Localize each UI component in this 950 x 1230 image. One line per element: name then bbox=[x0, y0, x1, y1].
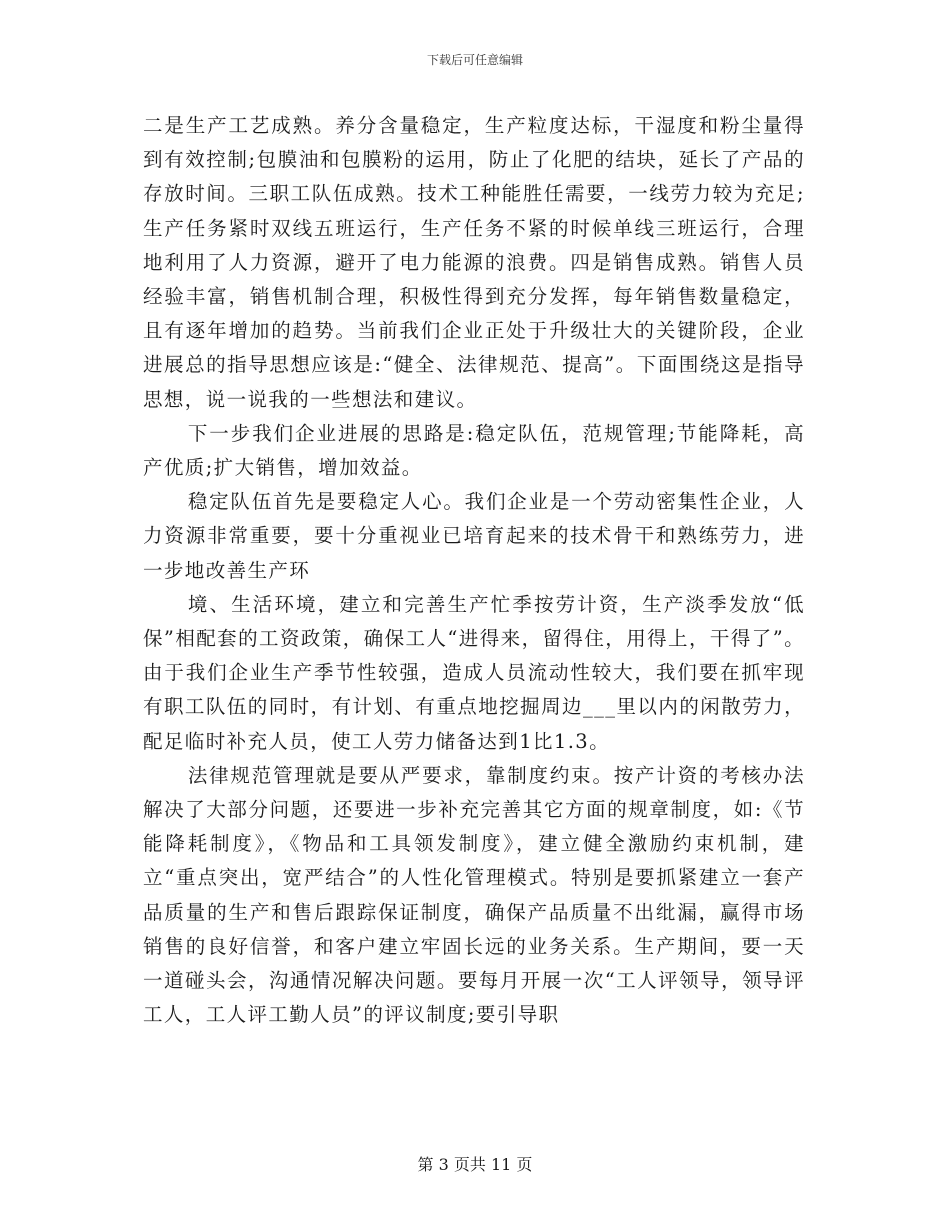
paragraph-1: 二是生产工艺成熟。养分含量稳定，生产粒度达标，干湿度和粉尘量得到有效控制;包膜油和包膜粉的运用，防止了化肥的结块，延长了产品的存放时间。三职工队伍成熟。技术工种能胜任需要，一线劳力较为充足;生产任务紧时双线五班运行，生产任务不紧的时候单线三班运行，合理地利用了人力资源，避开了电力能源的浪费。四是销售成熟。销售人员经验丰富，销售机制合理，积极性得到充分发挥，每年销售数量稳定，且有逐年增加的趋势。当前我们企业正处于升级壮大的关键阶段，企业进展总的指导思想应该是:“健全、法律规范、提高”。下面围绕这是指导思想，说一说我的一些想法和建议。 bbox=[143, 114, 805, 411]
paragraph-2: 下一步我们企业进展的思路是:稳定队伍，范规管理;节能降耗，高产优质;扩大销售，增加效益。 bbox=[143, 421, 805, 480]
paragraph-5: 法律规范管理就是要从严要求，靠制度约束。按产计资的考核办法解决了大部分问题，还要进一步补充完善其它方面的规章制度，如:《节能降耗制度》，《物品和工具领发制度》，建立健全激励约束机制，建立“重点突出，宽严结合”的人性化管理模式。特别是要抓紧建立一套产品质量的生产和售后跟踪保证制度，确保产品质量不出纰漏，赢得市场销售的良好信誉，和客户建立牢固长远的业务关系。生产期间，要一天一道碰头会，沟通情况解决问题。要每月开展一次“工人评领导，领导评工人，工人评工勤人员”的评议制度;要引导职 bbox=[143, 763, 805, 1027]
page-footer: 第 3 页共 11 页 bbox=[417, 1155, 533, 1174]
paragraph-4: 境、生活环境，建立和完善生产忙季按劳计资，生产淡季发放“低保”相配套的工资政策，确保工人“进得来，留得住，用得上，干得了”。由于我们企业生产季节性较强，造成人员流动性较大，我们要在抓牢现有职工队伍的同时，有计划、有重点地挖掘周边___里以内的闲散劳力，配足临时补充人员，使工人劳力储备达到1比1.3。 bbox=[143, 592, 805, 753]
page-header: 下载后可任意编辑 bbox=[426, 53, 523, 67]
document-body bbox=[143, 109, 805, 1032]
paragraph-3: 稳定队伍首先是要稳定人心。我们企业是一个劳动密集性企业，人力资源非常重要，要十分重视业已培育起来的技术骨干和熟练劳力，进一步地改善生产环 bbox=[143, 490, 805, 582]
